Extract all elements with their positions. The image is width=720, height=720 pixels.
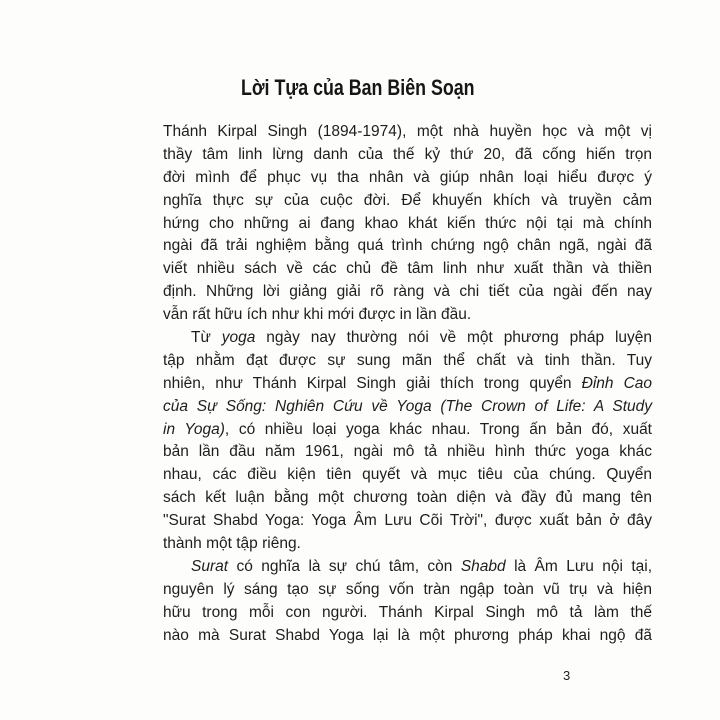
italic-term: Shabd bbox=[460, 557, 506, 575]
text-line: đời mình để phục vụ tha nhân và giúp nhân loại hiểu được ý bbox=[163, 168, 652, 186]
text-line: định. Những lời giảng giải rõ ràng và chi tiết của ngài đến nay bbox=[163, 283, 652, 301]
text-line: ngài đã trải nghiệm bằng quá trình chứng ngộ chân ngã, ngài đã bbox=[163, 237, 652, 255]
text-line bbox=[163, 419, 652, 442]
italic-book-title: in Yoga) bbox=[163, 420, 225, 438]
paragraph-3 bbox=[163, 556, 652, 648]
paragraph-2 bbox=[163, 327, 652, 556]
text-line: hữu trong mỗi con người. Thánh Kirpal Singh mô tả làm thế bbox=[163, 603, 652, 621]
text-segment: , có nhiều loại yoga khác nhau. Trong ấn bản đó, xuất bbox=[224, 420, 652, 438]
text-line: "Surat Shabd Yoga: Yoga Âm Lưu Cõi Trời", được xuất bản ở đây bbox=[163, 512, 652, 530]
text-line: thành một tập riêng. bbox=[163, 535, 301, 553]
text-line bbox=[163, 327, 652, 350]
text-line: hứng cho những ai đang khao khát kiến thức nội tại mà chính bbox=[163, 214, 652, 232]
text-line: nguyên lý sáng tạo sự sống vốn tràn ngập toàn vũ trụ và hiện bbox=[163, 580, 652, 598]
text-line: bản lần đầu năm 1961, ngài mô tả nhiều hình thức yoga khác bbox=[163, 443, 652, 461]
text-line: viết nhiều sách về các chủ đề tâm linh như xuất thần và thiền bbox=[163, 260, 652, 278]
text-line: nhau, các điều kiện tiên quyết và mục tiêu của chúng. Quyển bbox=[163, 466, 652, 484]
text-line: vẫn rất hữu ích như khi mới được in lần đầu. bbox=[163, 306, 472, 324]
text-segment: nhiên, như Thánh Kirpal Singh giải thích trong quyển bbox=[163, 374, 582, 392]
text-segment: có nghĩa là sự chú tâm, còn bbox=[228, 557, 461, 575]
italic-book-title-line: của Sự Sống: Nghiên Cứu về Yoga (The Crown of Life: A Study bbox=[163, 397, 652, 415]
text-line: Thánh Kirpal Singh (1894-1974), một nhà huyền học và một vị bbox=[163, 123, 652, 140]
paragraph-1 bbox=[163, 121, 652, 327]
text-segment: ngày nay thường nói về một phương pháp luyện bbox=[255, 329, 652, 347]
page-title: Lời Tựa của Ban Biên Soạn bbox=[241, 75, 475, 100]
italic-term: yoga bbox=[221, 329, 256, 347]
text-line bbox=[163, 556, 652, 579]
text-line bbox=[163, 373, 652, 396]
text-line: thầy tâm linh lừng danh của thế kỷ thứ 20, đã cống hiến trọn bbox=[163, 145, 652, 163]
text-line: nào mà Surat Shabd Yoga lại là một phương pháp khai ngộ đã bbox=[163, 626, 652, 644]
page-number: 3 bbox=[563, 668, 571, 683]
text-segment: Từ bbox=[191, 329, 222, 347]
italic-book-title: Đỉnh Cao bbox=[581, 374, 652, 392]
text-line: sách kết luận bằng một chương toàn diện và đầy đủ mang tên bbox=[163, 489, 652, 507]
text-line: tập nhằm đạt được sự sung mãn thể chất và tinh thần. Tuy bbox=[163, 351, 652, 369]
italic-term: Surat bbox=[191, 557, 229, 575]
text-segment: là Âm Lưu nội tại, bbox=[505, 557, 652, 575]
text-line: nghĩa thực sự của cuộc đời. Để khuyến khích và truyền cảm bbox=[163, 191, 652, 209]
body-text bbox=[163, 121, 652, 647]
